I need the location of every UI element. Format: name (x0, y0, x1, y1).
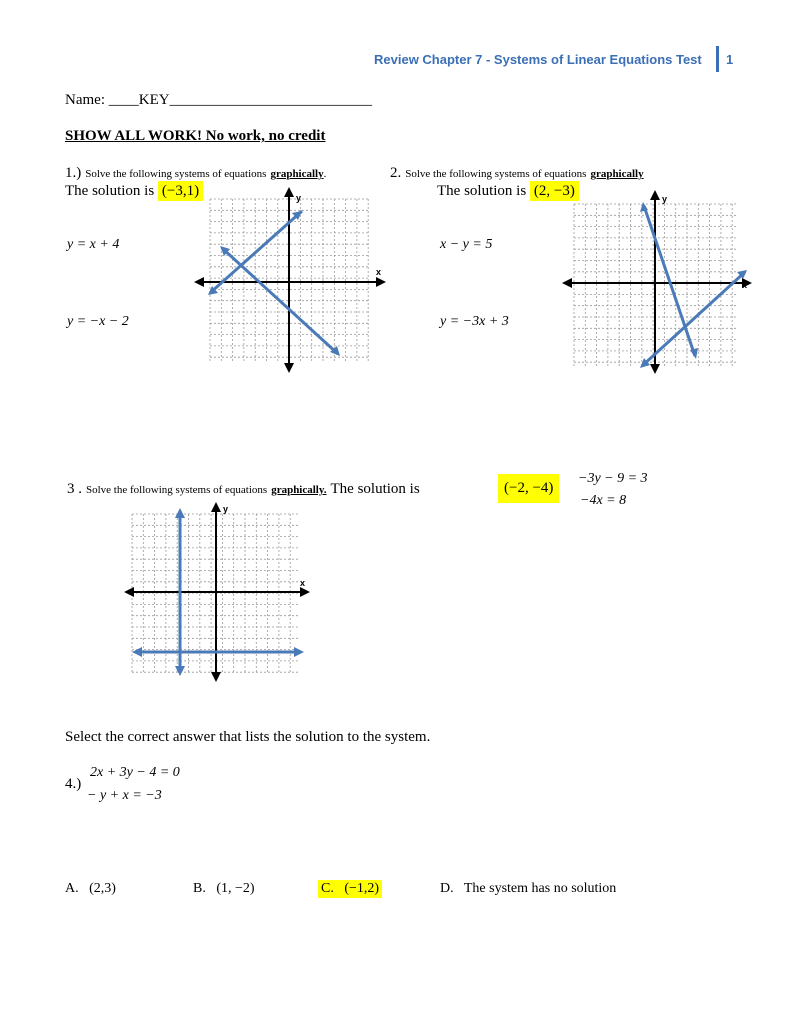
q2-eq2: y = −3x + 3 (440, 314, 509, 329)
q1-prompt (65, 164, 326, 182)
q2-graph (560, 188, 755, 378)
q2-y-label: y (662, 194, 668, 204)
q3-y-arrow-up (211, 502, 221, 512)
choice-c-letter: C. (321, 881, 334, 896)
q3-solution-label: The solution is (330, 481, 420, 497)
choice-b[interactable] (193, 881, 255, 897)
choice-a[interactable] (65, 881, 116, 897)
q3-y-label: y (223, 504, 229, 514)
q3-y-arrow-down (211, 672, 221, 682)
q3-solution: (−2, −4) (498, 474, 559, 503)
q1-prompt-emph: graphically (270, 168, 324, 180)
q1-number: 1.) (65, 165, 82, 181)
q1-solution-label: The solution is (65, 183, 155, 199)
choice-d-letter: D. (440, 881, 454, 896)
q1-eq1: y = x + 4 (67, 237, 120, 252)
q1-eq2: y = −x − 2 (67, 314, 129, 329)
q1-solution: (−3,1) (158, 181, 203, 201)
q2-eq1: x − y = 5 (440, 237, 493, 252)
choice-c-text: (−1,2) (344, 881, 380, 896)
q3-x-arrow-left (124, 587, 134, 597)
q1-y-arrow-up (284, 187, 294, 197)
choice-b-text: (1, −2) (216, 881, 255, 896)
q1-x-arrow-right (376, 277, 386, 287)
q2-solution: (2, −3) (530, 181, 579, 201)
choice-d[interactable] (440, 881, 616, 897)
header-title: Review Chapter 7 - Systems of Linear Equations Test (374, 52, 702, 67)
q3-prompt (67, 480, 420, 498)
q2-prompt (390, 164, 644, 182)
q1-y-arrow-down (284, 363, 294, 373)
q1-graph (192, 185, 392, 375)
q3-x-arrow-right (300, 587, 310, 597)
q2-line-1 (640, 202, 698, 359)
q1-prompt-text: Solve the following systems of equations (85, 168, 267, 180)
choice-a-letter: A. (65, 881, 79, 896)
page-number: 1 (726, 52, 734, 67)
q3-x-label: x (300, 578, 306, 588)
choice-a-text: (2,3) (89, 881, 116, 896)
q3-prompt-emph: graphically. (271, 484, 327, 496)
q2-solution-line (437, 183, 579, 200)
q2-x-arrow-left (562, 278, 572, 288)
q3-eq2: −4x = 8 (580, 493, 627, 508)
name-line: Name: ____KEY___________________________ (65, 92, 373, 108)
choice-d-text: The system has no solution (463, 881, 617, 896)
q2-prompt-text: Solve the following systems of equations (405, 168, 587, 180)
q4-eq2: − y + x = −3 (87, 788, 162, 803)
q2-x-label: x (742, 280, 748, 290)
q2-y-arrow-down (650, 364, 660, 374)
q2-solution-label: The solution is (437, 183, 527, 199)
q3-line-horizontal (132, 647, 304, 657)
q3-prompt-text: Solve the following systems of equations (86, 484, 268, 496)
q1-x-label: x (376, 267, 382, 277)
q3-number: 3 . (67, 481, 82, 497)
q2-prompt-emph: graphically (590, 168, 644, 180)
choice-c[interactable] (318, 880, 382, 898)
q1-solution-line (65, 183, 203, 200)
instructions: SHOW ALL WORK! No work, no credit (65, 128, 326, 144)
q1-x-arrow-left (194, 277, 204, 287)
q1-y-label: y (296, 193, 302, 203)
q2-number: 2. (390, 165, 402, 181)
select-prompt: Select the correct answer that lists the solution to the system. (65, 729, 431, 745)
q3-graph (122, 500, 312, 685)
q2-y-arrow-up (650, 190, 660, 200)
q1-prompt-tail: . (323, 168, 327, 180)
q4-eq1: 2x + 3y − 4 = 0 (90, 765, 180, 780)
q3-eq1: −3y − 9 = 3 (578, 471, 648, 486)
choice-b-letter: B. (193, 881, 206, 896)
q4-number: 4.) (65, 776, 82, 792)
header-divider (716, 46, 719, 72)
